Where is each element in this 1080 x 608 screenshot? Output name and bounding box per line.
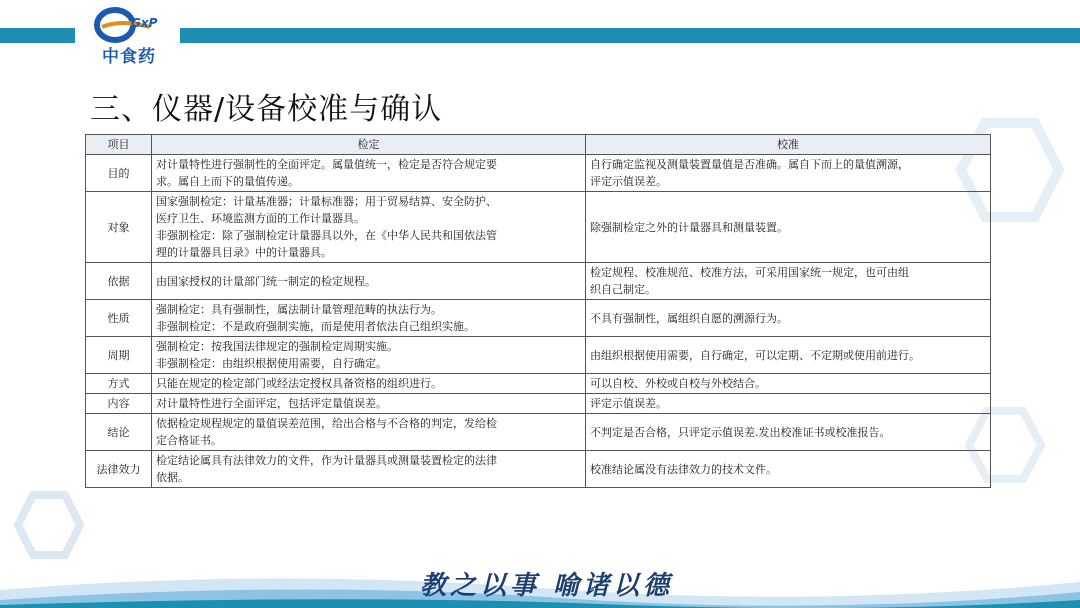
cell-text-line: 评定示值误差。: [590, 175, 667, 188]
table-row: [86, 451, 991, 488]
calibration-cell: [586, 374, 991, 394]
row-item-label: 法律效力: [86, 451, 152, 488]
header-verification: 检定: [152, 135, 586, 155]
row-item-label: 对象: [86, 192, 152, 263]
row-item-label: 内容: [86, 394, 152, 414]
cell-text-line: 由组织根据使用需要，自行确定，可以定期、不定期或使用前进行。: [590, 348, 920, 362]
comparison-table: [85, 134, 991, 488]
cell-text-line: 除强制检定之外的计量器具和测量装置。: [590, 220, 788, 234]
verification-cell: [152, 394, 586, 414]
verification-cell: [152, 451, 586, 488]
row-item-label: 周期: [86, 337, 152, 374]
cell-text-line: 对计量特性进行全面评定，包括评定量值误差。: [156, 397, 387, 410]
table-row: [86, 263, 991, 300]
logo-text: 中食药: [102, 47, 156, 67]
cell-text-line: 对计量特性进行强制性的全面评定。属量值统一，检定是否符合规定要: [156, 158, 497, 171]
cell-text-line: 只能在规定的检定部门或经法定授权具备资格的组织进行。: [156, 377, 442, 390]
verification-cell: [152, 414, 586, 451]
calibration-cell: [586, 394, 991, 414]
page-title: 三、仪器/设备校准与确认: [90, 92, 443, 127]
calibration-cell: [586, 155, 991, 192]
cell-text-line: 织自己制定。: [590, 283, 656, 296]
cell-text-line: 医疗卫生、环境监测方面的工作计量器具。: [156, 212, 365, 225]
cell-text-line: 依据检定规程规定的量值误差范围，给出合格与不合格的判定，发给检: [156, 417, 497, 430]
cell-text-line: 求。属自上而下的量值传递。: [156, 175, 299, 188]
cell-text-line: 不具有强制性，属组织自愿的溯源行为。: [590, 311, 788, 325]
cell-text-line: 定合格证书。: [156, 434, 222, 447]
cell-text-line: 校准结论属没有法律效力的技术文件。: [590, 462, 777, 476]
cell-text-line: 理的计量器具目录》中的计量器具。: [156, 246, 332, 259]
calibration-cell: [586, 451, 991, 488]
cell-text-line: 检定结论属具有法律效力的文件，作为计量器具或测量装置检定的法律: [156, 454, 497, 467]
calibration-cell: [586, 414, 991, 451]
footer-motto: 教之以事 喻诸以德: [420, 571, 674, 601]
cell-text-line: 依据。: [156, 471, 189, 484]
row-item-label: 方式: [86, 374, 152, 394]
table-row: [86, 374, 991, 394]
table-row: [86, 337, 991, 374]
calibration-cell: [586, 300, 991, 337]
verification-cell: [152, 374, 586, 394]
cell-text-line: 由国家授权的计量部门统一制定的检定规程。: [156, 274, 376, 288]
logo-badge: GxP: [131, 16, 158, 30]
table-row: [86, 192, 991, 263]
cell-text-line: 自行确定监视及测量装置量值是否准确。属自下而上的量值溯源，: [590, 158, 909, 171]
verification-cell: [152, 192, 586, 263]
verification-cell: [152, 337, 586, 374]
cell-text-line: 国家强制检定：计量基准器；计量标准器；用于贸易结算、安全防护、: [156, 195, 497, 208]
verification-cell: [152, 300, 586, 337]
cell-text-line: 可以自校、外校或自校与外校结合。: [590, 377, 766, 390]
decor-hex-icon: [14, 490, 84, 560]
calibration-cell: [586, 263, 991, 300]
table-header-row: [86, 135, 991, 155]
header-bar-right: [180, 28, 1080, 43]
cell-text-line: 强制检定：按我国法律规定的强制检定周期实施。: [156, 340, 398, 353]
cell-text-line: 检定规程、校准规范、校准方法，可采用国家统一规定，也可由组: [590, 266, 909, 279]
calibration-cell: [586, 337, 991, 374]
header-calibration: 校准: [586, 135, 991, 155]
row-item-label: 性质: [86, 300, 152, 337]
header-item: 项目: [86, 135, 152, 155]
calibration-cell: [586, 192, 991, 263]
row-item-label: 结论: [86, 414, 152, 451]
row-item-label: 目的: [86, 155, 152, 192]
table-row: [86, 155, 991, 192]
table-row: [86, 394, 991, 414]
cell-text-line: 非强制检定：不是政府强制实施，而是使用者依法自己组织实施。: [156, 320, 475, 333]
verification-cell: [152, 263, 586, 300]
verification-cell: [152, 155, 586, 192]
cell-text-line: 非强制检定：除了强制检定计量器具以外，在《中华人民共和国依法管: [156, 229, 497, 242]
cell-text-line: 不判定是否合格，只评定示值误差.发出校准证书或校准报告。: [590, 425, 891, 439]
cell-text-line: 非强制检定：由组织根据使用需要，自行确定。: [156, 357, 387, 370]
table-row: [86, 414, 991, 451]
cell-text-line: 评定示值误差。: [590, 397, 667, 410]
header-bar-left: [0, 28, 75, 43]
table-row: [86, 300, 991, 337]
row-item-label: 依据: [86, 263, 152, 300]
cell-text-line: 强制检定：具有强制性，属法制计量管理范畴的执法行为。: [156, 303, 442, 316]
